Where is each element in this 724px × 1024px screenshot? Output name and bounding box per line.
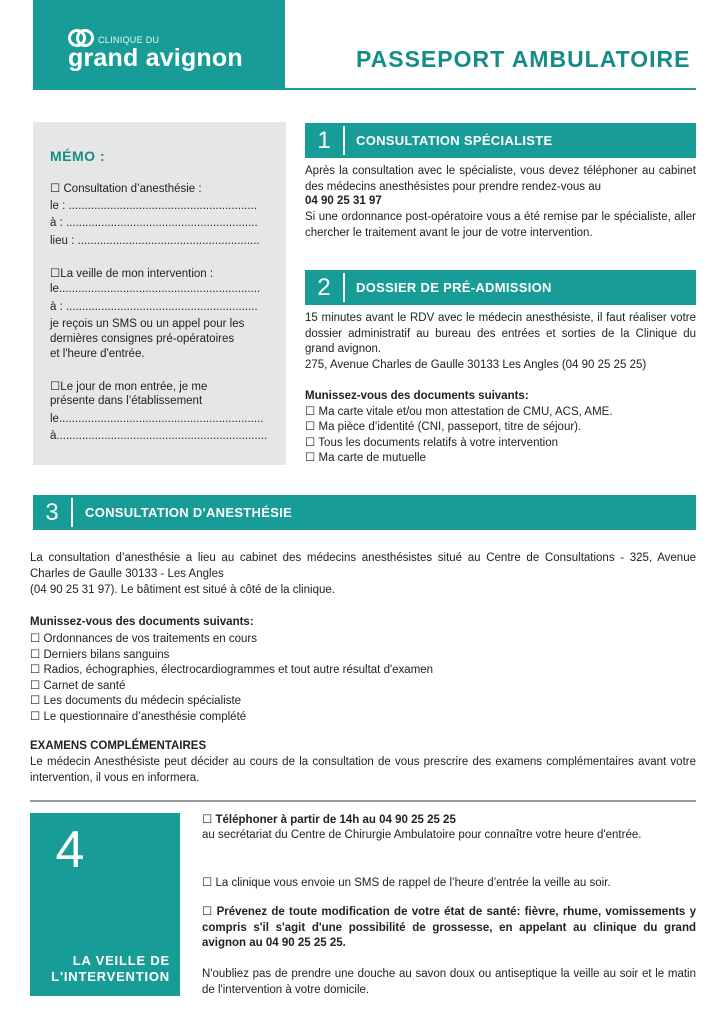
section-divider [30, 800, 696, 802]
section-1-text: Après la consultation avec le spécialiste, vous devez téléphoner au cabinet des médecins anesthésistes pour prendre rendez-vous au [305, 165, 696, 193]
section-3-number: 3 [45, 499, 59, 526]
section-2-number: 2 [317, 274, 331, 301]
memo-line: présente dans l’établissement [50, 395, 203, 407]
memo-line: ☐Le jour de mon entrée, je me [50, 381, 208, 393]
section-1-number: 1 [317, 127, 331, 154]
section-2-text: 15 minutes avant le RDV avec le médecin anesthésiste, il faut réaliser votre dossier administratif au bureau des entrées et sorties de la Clinique du grand avignon. [305, 312, 696, 355]
memo-line: à : ............................................................ [50, 217, 258, 229]
section-4-number: 4 [55, 821, 85, 879]
memo-line: et l'heure d'entrée. [50, 348, 145, 360]
section-2-doc-item: ☐ Ma carte vitale et/ou mon attestation de CMU, ACS, AME. [305, 406, 613, 418]
memo-line: à : ............................................................ [50, 301, 258, 313]
section-2-separator [343, 273, 345, 302]
section-2-doc-item: ☐ Ma pièce d’identité (CNI, passeport, titre de séjour). [305, 421, 582, 433]
shower-reminder: N'oubliez pas de prendre une douche au savon doux ou antiseptique la veille au soir et le matin de l'intervention à votre domicile. [202, 968, 696, 996]
section-1-phone: 04 90 25 31 97 [305, 195, 382, 207]
logo-small-text: CLINIQUE DU [98, 35, 160, 45]
section-2-address: 275, Avenue Charles de Gaulle 30133 Les Angles (04 90 25 25 25) [305, 359, 647, 371]
section-3-separator [71, 498, 73, 527]
section-3-title: CONSULTATION D'ANESTHÉSIE [85, 505, 293, 520]
section-2-doc-item: ☐ Ma carte de mutuelle [305, 452, 426, 464]
memo-line: dernières consignes pré-opératoires [50, 333, 235, 345]
section-1-text-2: Si une ordonnance post-opératoire vous a été remise par le spécialiste, aller chercher le traitement avant le jour de votre intervention. [305, 211, 696, 239]
page-title: PASSEPORT AMBULATOIRE [356, 46, 691, 72]
section-2-doc-item: ☐ Tous les documents relatifs à votre intervention [305, 437, 558, 449]
section-1-separator [343, 126, 345, 155]
sms-info: ☐ La clinique vous envoie un SMS de rappel de l’heure d’entrée la veille au soir. [202, 877, 611, 889]
section-2-title: DOSSIER DE PRÉ-ADMISSION [356, 280, 552, 295]
memo-line: ☐La veille de mon intervention : [50, 268, 214, 280]
memo-line: le................................................................ [50, 413, 264, 425]
memo-line: ☐ Consultation d’anesthésie : [50, 183, 202, 195]
section-3-doc-item: ☐ Ordonnances de vos traitements en cours [30, 633, 258, 645]
section-3-doc-item: ☐ Le questionnaire d’anesthésie complété [30, 711, 247, 723]
logo-name: grand avignon [68, 44, 243, 72]
header-divider [285, 88, 696, 90]
section-3-docs-title: Munissez-vous des documents suivants: [30, 616, 254, 628]
memo-line: le : ........................................................... [50, 200, 258, 212]
memo-title: MÉMO : [50, 148, 106, 164]
exams-title: EXAMENS COMPLÉMENTAIRES [30, 740, 207, 752]
section-1-title: CONSULTATION SPÉCIALISTE [356, 133, 553, 148]
exams-text: Le médecin Anesthésiste peut décider au cours de la consultation de vous prescrire des examens complémentaires avant votre intervention, il vous en informera. [30, 756, 696, 784]
memo-line: le............................................................... [50, 283, 261, 295]
section-4-label-1: LA VEILLE DE [72, 953, 170, 968]
section-2-docs-title: Munissez-vous des documents suivants: [305, 390, 529, 402]
section-4-label-2: L'INTERVENTION [51, 969, 170, 984]
memo-line: je reçois un SMS ou un appel pour les [50, 318, 245, 330]
section-3-doc-item: ☐ Carnet de santé [30, 680, 126, 692]
section-3-doc-item: ☐ Les documents du médecin spécialiste [30, 695, 242, 707]
memo-line: lieu : ......................................................... [50, 235, 260, 247]
health-warning: ☐ Prévenez de toute modification de votre état de santé: fièvre, rhume, vomissements y compris s'il s'agit d'une possibilité de grossesse, en appelant au clinique du grand avignon au 04 90 25 25 25. [202, 906, 696, 949]
call-instruction: ☐ Téléphoner à partir de 14h au 04 90 25 25 25 [202, 814, 456, 826]
memo-line: à.................................................................. [50, 430, 268, 442]
section-3-doc-item: ☐ Radios, échographies, électrocardiogrammes et tout autre résultat d'examen [30, 664, 434, 676]
section-3-text: La consultation d’anesthésie a lieu au cabinet des médecins anesthésistes situé au Centre de Consultations - 325, Avenue Charles de Gaulle 30133 - Les Angles [30, 552, 696, 580]
section-3-text-2: (04 90 25 31 97). Le bâtiment est situé à côté de la clinique. [30, 584, 335, 596]
section-3-doc-item: ☐ Derniers bilans sanguins [30, 649, 170, 661]
call-text: au secrétariat du Centre de Chirurgie Ambulatoire pour connaître votre heure d'entrée. [202, 829, 642, 841]
